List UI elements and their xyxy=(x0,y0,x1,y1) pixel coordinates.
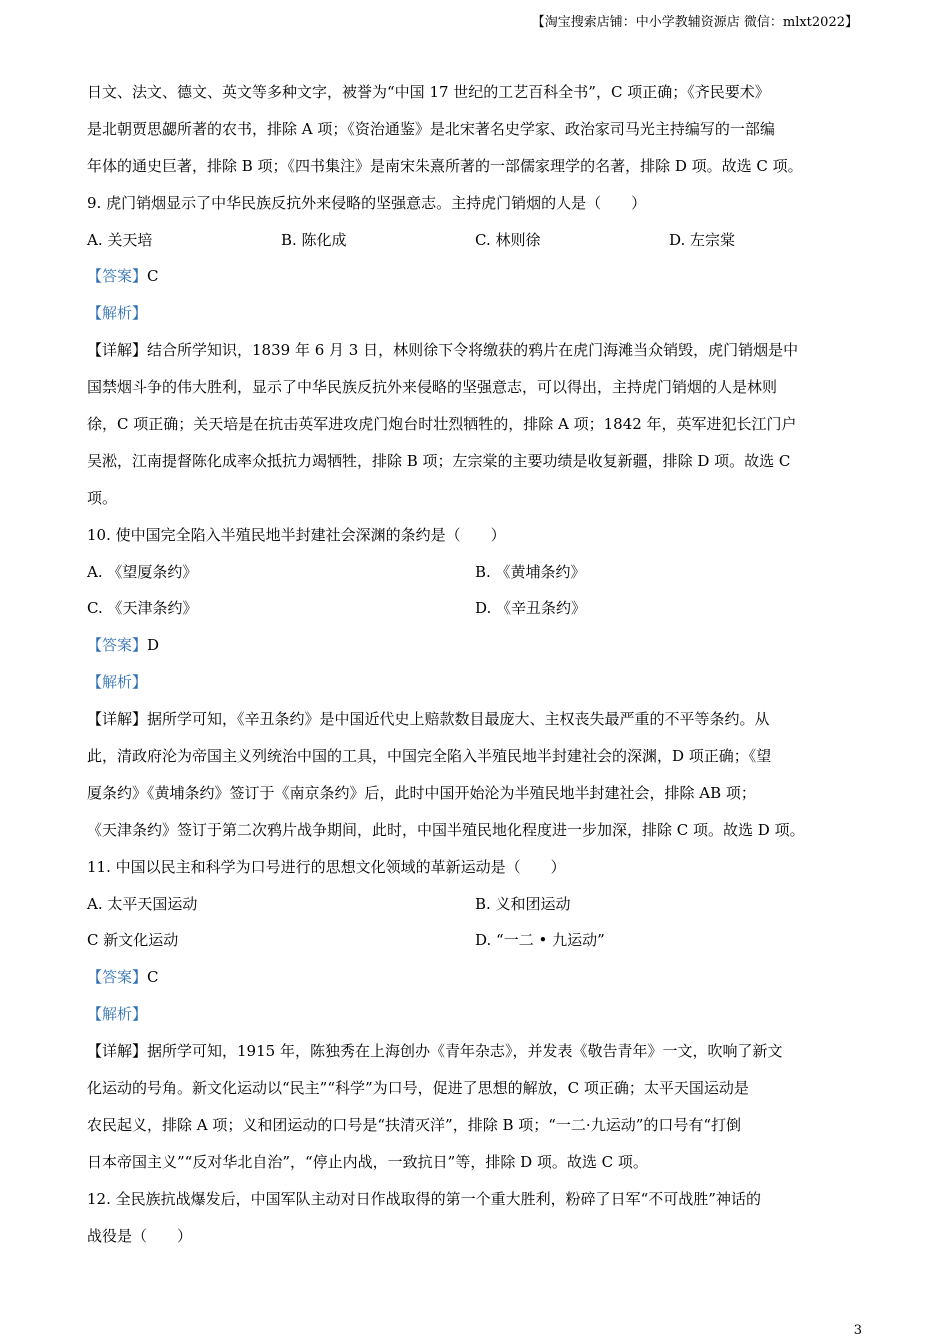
answer-value: C xyxy=(147,968,159,987)
q9-option-a: A. 关天培 xyxy=(87,230,153,249)
q11-option-a: A. 太平天国运动 xyxy=(87,894,198,913)
q9-detail-line: 吴淞，江南提督陈化成率众抵抗力竭牺牲，排除 B 项；左宗棠的主要功绩是收复新疆，排除 D 项。故选 C xyxy=(87,451,791,470)
q11-question: 11. 中国以民主和科学为口号进行的思想文化领域的革新运动是（ ） xyxy=(87,857,566,876)
q10-detail-line: 此，清政府沦为帝国主义列统治中国的工具，中国完全陷入半殖民地半封建社会的深渊，D 项正确；《望 xyxy=(87,747,772,766)
q11-detail-line: 农民起义，排除 A 项；义和团运动的口号是“扶清灭洋”，排除 B 项；“一二·九运动”的口号有“打倒 xyxy=(87,1115,742,1134)
q9-detail-line: 徐，C 项正确；关天培是在抗击英军进攻虎门炮台时壮烈牺牲的，排除 A 项；1842 年，英军进犯长江门户 xyxy=(87,415,797,434)
q11-detail-line: 日本帝国主义”“反对华北自治”，“停止内战，一致抗日”等，排除 D 项。故选 C 项。 xyxy=(87,1152,648,1171)
q9-options xyxy=(87,226,877,263)
q10-option-a: A. 《望厦条约》 xyxy=(87,562,198,581)
q12-question-line: 战役是（ ） xyxy=(87,1226,193,1245)
detail-label: 【详解】 xyxy=(87,1042,148,1061)
page-header: 【淘宝搜索店铺：中小学教辅资源店 微信：mlxt2022】 xyxy=(531,15,858,30)
q10-analysis-label: 【解析】 xyxy=(87,673,148,692)
q11-answer xyxy=(87,963,877,1000)
answer-label: 【答案】 xyxy=(87,267,148,286)
page-number: 3 xyxy=(853,1323,862,1338)
text-line: 日文、法文、德文、英文等多种文字，被誉为“中国 17 世纪的工艺百科全书”，C 项正确；《齐民要术》 xyxy=(87,83,770,101)
q10-detail-line: 【详解】据所学可知，《辛丑条约》是中国近代史上赔款数目最庞大、主权丧失最严重的不平等条约。从 xyxy=(87,710,770,729)
q9-analysis-label: 【解析】 xyxy=(87,304,148,323)
q10-question: 10. 使中国完全陷入半殖民地半封建社会深渊的条约是（ ） xyxy=(87,525,506,544)
q9-option-d: D. 左宗棠 xyxy=(669,230,736,249)
q10-option-d: D. 《辛丑条约》 xyxy=(475,599,587,618)
q11-option-b: B. 义和团运动 xyxy=(475,894,571,913)
q9-option-b: B. 陈化成 xyxy=(281,230,347,249)
q10-options-row xyxy=(87,594,877,631)
q10-options-row xyxy=(87,558,877,595)
q11-analysis-label: 【解析】 xyxy=(87,1005,148,1024)
q10-detail-line: 厦条约》《黄埔条约》签订于《南京条约》后，此时中国开始沦为半殖民地半封建社会，排除 AB 项； xyxy=(87,783,756,802)
q9-detail-line: 【详解】结合所学知识，1839 年 6 月 3 日，林则徐下令将缴获的鸦片在虎门海滩当众销毁，虎门销烟是中 xyxy=(87,341,799,360)
q9-question: 9. 虎门销烟显示了中华民族反抗外来侵略的坚强意志。主持虎门销烟的人是（ ） xyxy=(87,193,647,212)
answer-label: 【答案】 xyxy=(87,968,148,987)
text-line: 年体的通史巨著，排除 B 项；《四书集注》是南宋朱熹所著的一部儒家理学的名著，排除 D 项。故选 C 项。 xyxy=(87,156,803,175)
q9-option-c: C. 林则徐 xyxy=(475,230,541,249)
answer-value: C xyxy=(147,267,159,286)
q11-detail-line: 化运动的号角。新文化运动以“民主”“科学”为口号，促进了思想的解放，C 项正确；太平天国运动是 xyxy=(87,1079,749,1098)
q12-question-line: 12. 全民族抗战爆发后，中国军队主动对日作战取得的第一个重大胜利，粉碎了日军“不可战胜”神话的 xyxy=(87,1189,761,1208)
q10-answer xyxy=(87,631,877,668)
document-body xyxy=(87,78,877,1259)
q9-detail-line: 项。 xyxy=(87,488,118,507)
detail-label: 【详解】 xyxy=(87,710,148,729)
q11-options-row xyxy=(87,890,877,927)
q11-option-d: D. “一二 • 九运动” xyxy=(475,931,605,950)
q9-detail-line: 国禁烟斗争的伟大胜利，显示了中华民族反抗外来侵略的坚强意志，可以得出，主持虎门销烟的人是林则 xyxy=(87,378,778,397)
q10-option-b: B. 《黄埔条约》 xyxy=(475,562,586,581)
q11-option-c: C 新文化运动 xyxy=(87,931,179,950)
q10-detail-line: 《天津条约》签订于第二次鸦片战争期间，此时，中国半殖民地化程度进一步加深，排除 C 项。故选 D 项。 xyxy=(87,820,805,839)
answer-value: D xyxy=(147,636,160,655)
q11-options-row xyxy=(87,926,877,963)
text-line: 是北朝贾思勰所著的农书，排除 A 项；《资治通鉴》是北宋著名史学家、政治家司马光主持编写的一部编 xyxy=(87,119,775,138)
q9-answer xyxy=(87,262,877,299)
q10-option-c: C. 《天津条约》 xyxy=(87,599,198,618)
detail-label: 【详解】 xyxy=(87,341,148,360)
answer-label: 【答案】 xyxy=(87,636,148,655)
q11-detail-line: 【详解】据所学可知，1915 年，陈独秀在上海创办《青年杂志》，并发表《敬告青年》一文，吹响了新文 xyxy=(87,1042,783,1061)
